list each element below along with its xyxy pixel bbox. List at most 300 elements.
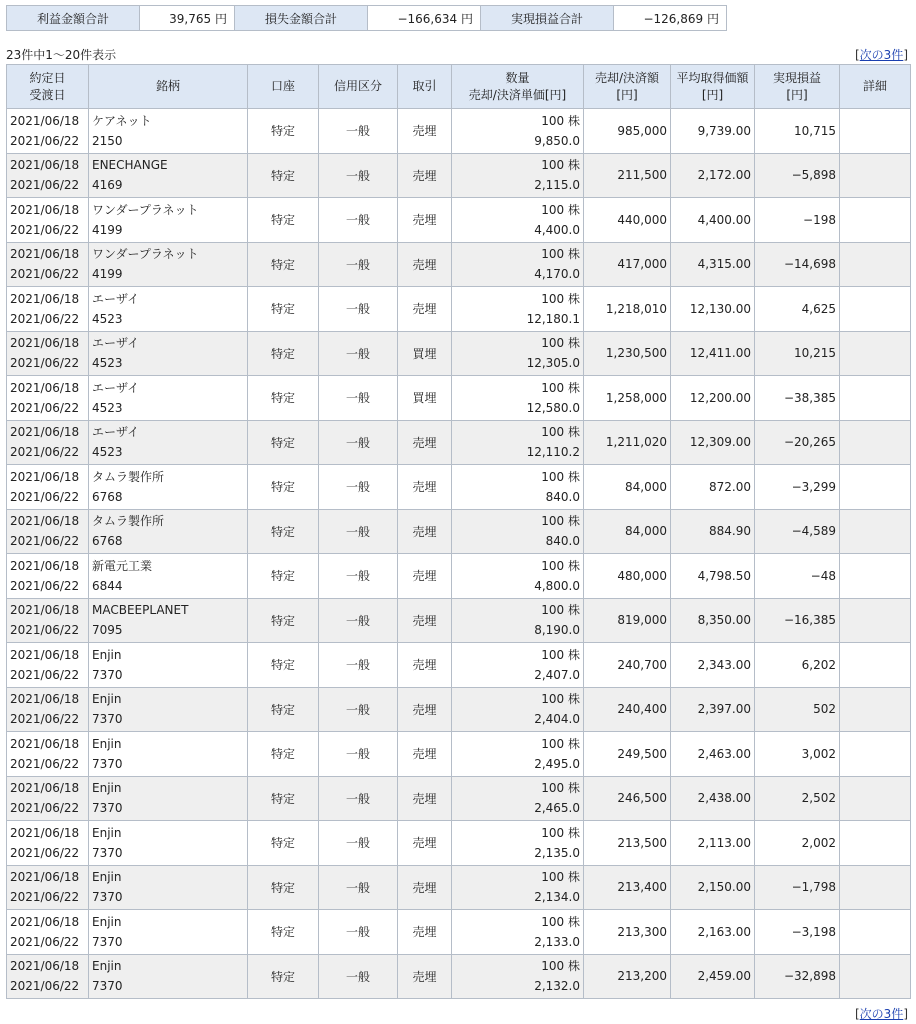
settlement-amount: 213,500 bbox=[584, 821, 671, 866]
contract-date: 2021/06/18 bbox=[10, 959, 80, 974]
header-realized-pnl: 実現損益 [円] bbox=[755, 65, 840, 109]
trade-dates bbox=[7, 198, 89, 243]
next-page-link[interactable]: 次の3件 bbox=[859, 1007, 904, 1021]
trade-dates bbox=[7, 331, 89, 376]
realized-pnl: 4,625 bbox=[755, 287, 840, 332]
account-type: 特定 bbox=[248, 287, 319, 332]
issue-name: MACBEEPLANET bbox=[92, 603, 189, 618]
trade-type: 売埋 bbox=[398, 821, 452, 866]
table-row bbox=[7, 776, 911, 821]
realized-pnl: 10,715 bbox=[755, 109, 840, 154]
detail-cell bbox=[840, 109, 911, 154]
quantity-cell bbox=[452, 331, 584, 376]
table-header-row bbox=[7, 65, 911, 109]
quantity-cell bbox=[452, 242, 584, 287]
issue-code: 4523 bbox=[92, 356, 123, 371]
quantity: 100 株 bbox=[541, 870, 580, 885]
quantity-cell bbox=[452, 153, 584, 198]
trade-dates bbox=[7, 287, 89, 332]
quantity: 100 株 bbox=[541, 113, 580, 128]
settlement-price: 2,134.0 bbox=[534, 890, 580, 905]
settlement-amount: 240,400 bbox=[584, 687, 671, 732]
delivery-date: 2021/06/22 bbox=[10, 979, 80, 994]
realized-pnl: −3,299 bbox=[755, 465, 840, 510]
table-row bbox=[7, 954, 911, 999]
realized-pnl: 3,002 bbox=[755, 732, 840, 777]
delivery-date: 2021/06/22 bbox=[10, 400, 80, 415]
issue-cell bbox=[89, 109, 248, 154]
detail-cell bbox=[840, 687, 911, 732]
detail-cell bbox=[840, 465, 911, 510]
issue-cell bbox=[89, 732, 248, 777]
trade-dates bbox=[7, 598, 89, 643]
issue-code: 7370 bbox=[92, 890, 123, 905]
trade-dates bbox=[7, 687, 89, 732]
quantity-cell bbox=[452, 287, 584, 332]
trade-type: 売埋 bbox=[398, 554, 452, 599]
trade-type: 売埋 bbox=[398, 465, 452, 510]
account-type: 特定 bbox=[248, 420, 319, 465]
detail-cell bbox=[840, 865, 911, 910]
trade-table-body bbox=[7, 109, 911, 999]
average-cost: 4,798.50 bbox=[671, 554, 755, 599]
contract-date: 2021/06/18 bbox=[10, 870, 80, 885]
contract-date: 2021/06/18 bbox=[10, 380, 80, 395]
detail-cell bbox=[840, 910, 911, 955]
loss-total-value: −166,634 円 bbox=[368, 6, 481, 31]
detail-cell bbox=[840, 554, 911, 599]
margin-type: 一般 bbox=[319, 776, 398, 821]
header-issue: 銘柄 bbox=[89, 65, 248, 109]
quantity-cell bbox=[452, 198, 584, 243]
issue-cell bbox=[89, 420, 248, 465]
issue-name: タムラ製作所 bbox=[92, 469, 165, 484]
realized-pnl: 2,002 bbox=[755, 821, 840, 866]
trade-dates bbox=[7, 954, 89, 999]
issue-cell bbox=[89, 198, 248, 243]
average-cost: 2,463.00 bbox=[671, 732, 755, 777]
trade-dates bbox=[7, 910, 89, 955]
account-type: 特定 bbox=[248, 776, 319, 821]
issue-name: Enjin bbox=[92, 825, 122, 840]
table-row bbox=[7, 732, 911, 777]
account-type: 特定 bbox=[248, 242, 319, 287]
realized-total-value: −126,869 円 bbox=[614, 6, 727, 31]
issue-name: Enjin bbox=[92, 647, 122, 662]
settlement-amount: 246,500 bbox=[584, 776, 671, 821]
trade-dates bbox=[7, 109, 89, 154]
average-cost: 2,113.00 bbox=[671, 821, 755, 866]
delivery-date: 2021/06/22 bbox=[10, 934, 80, 949]
issue-name: タムラ製作所 bbox=[92, 514, 165, 529]
table-row bbox=[7, 687, 911, 732]
settlement-amount: 213,200 bbox=[584, 954, 671, 999]
account-type: 特定 bbox=[248, 109, 319, 154]
issue-code: 6844 bbox=[92, 578, 123, 593]
average-cost: 2,459.00 bbox=[671, 954, 755, 999]
settlement-price: 2,407.0 bbox=[534, 667, 580, 682]
detail-cell bbox=[840, 776, 911, 821]
margin-type: 一般 bbox=[319, 821, 398, 866]
header-quantity: 数量 売却/決済単価[円] bbox=[452, 65, 584, 109]
issue-cell bbox=[89, 153, 248, 198]
issue-name: エーザイ bbox=[92, 291, 140, 306]
issue-name: エーザイ bbox=[92, 425, 140, 440]
margin-type: 一般 bbox=[319, 109, 398, 154]
realized-pnl: −20,265 bbox=[755, 420, 840, 465]
average-cost: 12,411.00 bbox=[671, 331, 755, 376]
average-cost: 2,438.00 bbox=[671, 776, 755, 821]
realized-pnl: −38,385 bbox=[755, 376, 840, 421]
settlement-amount: 819,000 bbox=[584, 598, 671, 643]
margin-type: 一般 bbox=[319, 153, 398, 198]
settlement-amount: 211,500 bbox=[584, 153, 671, 198]
table-row bbox=[7, 420, 911, 465]
delivery-date: 2021/06/22 bbox=[10, 356, 80, 371]
settlement-amount: 84,000 bbox=[584, 465, 671, 510]
trade-type: 売埋 bbox=[398, 420, 452, 465]
trade-dates bbox=[7, 821, 89, 866]
issue-code: 2150 bbox=[92, 133, 123, 148]
account-type: 特定 bbox=[248, 598, 319, 643]
trade-type: 買埋 bbox=[398, 376, 452, 421]
issue-code: 4199 bbox=[92, 267, 123, 282]
quantity: 100 株 bbox=[541, 736, 580, 751]
header-trade: 取引 bbox=[398, 65, 452, 109]
issue-code: 4523 bbox=[92, 400, 123, 415]
quantity-cell bbox=[452, 954, 584, 999]
issue-code: 7095 bbox=[92, 623, 123, 638]
trade-type: 売埋 bbox=[398, 643, 452, 688]
realized-pnl: 2,502 bbox=[755, 776, 840, 821]
issue-cell bbox=[89, 331, 248, 376]
margin-type: 一般 bbox=[319, 643, 398, 688]
issue-code: 4199 bbox=[92, 222, 123, 237]
issue-cell bbox=[89, 465, 248, 510]
header-margin-type: 信用区分 bbox=[319, 65, 398, 109]
quantity-cell bbox=[452, 732, 584, 777]
quantity-cell bbox=[452, 598, 584, 643]
settlement-price: 2,115.0 bbox=[534, 178, 580, 193]
issue-name: Enjin bbox=[92, 959, 122, 974]
issue-name: ENECHANGE bbox=[92, 158, 168, 173]
settlement-amount: 417,000 bbox=[584, 242, 671, 287]
average-cost: 12,200.00 bbox=[671, 376, 755, 421]
next-page-link-top: [次の3件] bbox=[854, 48, 908, 62]
settlement-price: 2,404.0 bbox=[534, 712, 580, 727]
issue-code: 7370 bbox=[92, 756, 123, 771]
issue-code: 7370 bbox=[92, 979, 123, 994]
margin-type: 一般 bbox=[319, 687, 398, 732]
account-type: 特定 bbox=[248, 954, 319, 999]
margin-type: 一般 bbox=[319, 509, 398, 554]
realized-pnl: −32,898 bbox=[755, 954, 840, 999]
account-type: 特定 bbox=[248, 198, 319, 243]
table-row bbox=[7, 910, 911, 955]
trade-type: 売埋 bbox=[398, 287, 452, 332]
realized-pnl: −1,798 bbox=[755, 865, 840, 910]
delivery-date: 2021/06/22 bbox=[10, 756, 80, 771]
detail-cell bbox=[840, 331, 911, 376]
contract-date: 2021/06/18 bbox=[10, 425, 80, 440]
average-cost: 2,163.00 bbox=[671, 910, 755, 955]
account-type: 特定 bbox=[248, 643, 319, 688]
contract-date: 2021/06/18 bbox=[10, 336, 80, 351]
header-amount: 売却/決済額 [円] bbox=[584, 65, 671, 109]
contract-date: 2021/06/18 bbox=[10, 202, 80, 217]
settlement-amount: 240,700 bbox=[584, 643, 671, 688]
settlement-amount: 84,000 bbox=[584, 509, 671, 554]
average-cost: 12,130.00 bbox=[671, 287, 755, 332]
contract-date: 2021/06/18 bbox=[10, 113, 80, 128]
realized-pnl: −5,898 bbox=[755, 153, 840, 198]
delivery-date: 2021/06/22 bbox=[10, 178, 80, 193]
trade-dates bbox=[7, 732, 89, 777]
table-row bbox=[7, 821, 911, 866]
table-row bbox=[7, 331, 911, 376]
account-type: 特定 bbox=[248, 465, 319, 510]
table-row bbox=[7, 109, 911, 154]
issue-cell bbox=[89, 287, 248, 332]
issue-cell bbox=[89, 242, 248, 287]
settlement-price: 4,400.0 bbox=[534, 222, 580, 237]
quantity: 100 株 bbox=[541, 158, 580, 173]
realized-pnl: −16,385 bbox=[755, 598, 840, 643]
trade-type: 売埋 bbox=[398, 198, 452, 243]
issue-cell bbox=[89, 687, 248, 732]
header-average-cost: 平均取得価額 [円] bbox=[671, 65, 755, 109]
issue-name: Enjin bbox=[92, 781, 122, 796]
issue-name: ワンダープラネット bbox=[92, 247, 199, 262]
delivery-date: 2021/06/22 bbox=[10, 712, 80, 727]
average-cost: 872.00 bbox=[671, 465, 755, 510]
trade-dates bbox=[7, 554, 89, 599]
profit-total-label: 利益金額合計 bbox=[7, 6, 140, 31]
issue-cell bbox=[89, 776, 248, 821]
table-row bbox=[7, 153, 911, 198]
trade-type: 売埋 bbox=[398, 242, 452, 287]
trade-type: 売埋 bbox=[398, 687, 452, 732]
settlement-price: 2,135.0 bbox=[534, 845, 580, 860]
settlement-amount: 1,218,010 bbox=[584, 287, 671, 332]
next-page-link-bottom: [次の3件] bbox=[854, 1007, 908, 1021]
delivery-date: 2021/06/22 bbox=[10, 222, 80, 237]
header-account: 口座 bbox=[248, 65, 319, 109]
issue-cell bbox=[89, 376, 248, 421]
detail-cell bbox=[840, 198, 911, 243]
quantity-cell bbox=[452, 554, 584, 599]
settlement-price: 4,170.0 bbox=[534, 267, 580, 282]
table-row bbox=[7, 554, 911, 599]
trade-type: 買埋 bbox=[398, 331, 452, 376]
settlement-amount: 985,000 bbox=[584, 109, 671, 154]
trade-type: 売埋 bbox=[398, 509, 452, 554]
table-row bbox=[7, 376, 911, 421]
quantity: 100 株 bbox=[541, 692, 580, 707]
delivery-date: 2021/06/22 bbox=[10, 801, 80, 816]
account-type: 特定 bbox=[248, 732, 319, 777]
detail-cell bbox=[840, 643, 911, 688]
detail-cell bbox=[840, 242, 911, 287]
settlement-price: 2,132.0 bbox=[534, 979, 580, 994]
table-row bbox=[7, 509, 911, 554]
issue-code: 6768 bbox=[92, 489, 123, 504]
contract-date: 2021/06/18 bbox=[10, 514, 80, 529]
settlement-price: 2,133.0 bbox=[534, 934, 580, 949]
quantity-cell bbox=[452, 865, 584, 910]
issue-name: ワンダープラネット bbox=[92, 202, 199, 217]
issue-code: 7370 bbox=[92, 845, 123, 860]
margin-type: 一般 bbox=[319, 287, 398, 332]
quantity-cell bbox=[452, 465, 584, 510]
quantity: 100 株 bbox=[541, 558, 580, 573]
settlement-price: 2,465.0 bbox=[534, 801, 580, 816]
issue-cell bbox=[89, 865, 248, 910]
average-cost: 2,150.00 bbox=[671, 865, 755, 910]
settlement-price: 12,305.0 bbox=[526, 356, 580, 371]
settlement-price: 840.0 bbox=[545, 489, 580, 504]
delivery-date: 2021/06/22 bbox=[10, 489, 80, 504]
detail-cell bbox=[840, 287, 911, 332]
realized-pnl: 6,202 bbox=[755, 643, 840, 688]
delivery-date: 2021/06/22 bbox=[10, 845, 80, 860]
issue-code: 7370 bbox=[92, 934, 123, 949]
trade-type: 売埋 bbox=[398, 954, 452, 999]
margin-type: 一般 bbox=[319, 242, 398, 287]
trade-dates bbox=[7, 865, 89, 910]
delivery-date: 2021/06/22 bbox=[10, 311, 80, 326]
margin-type: 一般 bbox=[319, 954, 398, 999]
account-type: 特定 bbox=[248, 821, 319, 866]
settlement-amount: 213,300 bbox=[584, 910, 671, 955]
account-type: 特定 bbox=[248, 153, 319, 198]
trade-type: 売埋 bbox=[398, 732, 452, 777]
quantity: 100 株 bbox=[541, 603, 580, 618]
quantity-cell bbox=[452, 643, 584, 688]
result-count: 23件中1～20件表示 bbox=[6, 48, 117, 62]
next-page-link[interactable]: 次の3件 bbox=[859, 48, 904, 62]
issue-name: Enjin bbox=[92, 914, 122, 929]
detail-cell bbox=[840, 954, 911, 999]
average-cost: 2,172.00 bbox=[671, 153, 755, 198]
table-row bbox=[7, 287, 911, 332]
average-cost: 4,315.00 bbox=[671, 242, 755, 287]
margin-type: 一般 bbox=[319, 732, 398, 777]
table-row bbox=[7, 242, 911, 287]
quantity: 100 株 bbox=[541, 514, 580, 529]
profit-total-value: 39,765 円 bbox=[140, 6, 235, 31]
trade-type: 売埋 bbox=[398, 776, 452, 821]
margin-type: 一般 bbox=[319, 554, 398, 599]
quantity: 100 株 bbox=[541, 380, 580, 395]
settlement-price: 12,580.0 bbox=[526, 400, 580, 415]
issue-code: 7370 bbox=[92, 801, 123, 816]
trade-dates bbox=[7, 509, 89, 554]
trade-dates bbox=[7, 776, 89, 821]
contract-date: 2021/06/18 bbox=[10, 914, 80, 929]
contract-date: 2021/06/18 bbox=[10, 603, 80, 618]
settlement-price: 8,190.0 bbox=[534, 623, 580, 638]
delivery-date: 2021/06/22 bbox=[10, 534, 80, 549]
settlement-amount: 1,258,000 bbox=[584, 376, 671, 421]
quantity: 100 株 bbox=[541, 825, 580, 840]
settlement-price: 12,180.1 bbox=[526, 311, 580, 326]
contract-date: 2021/06/18 bbox=[10, 291, 80, 306]
quantity: 100 株 bbox=[541, 914, 580, 929]
issue-name: ケアネット bbox=[92, 113, 152, 128]
margin-type: 一般 bbox=[319, 865, 398, 910]
issue-code: 4169 bbox=[92, 178, 123, 193]
trade-dates bbox=[7, 242, 89, 287]
account-type: 特定 bbox=[248, 687, 319, 732]
realized-pnl: 10,215 bbox=[755, 331, 840, 376]
detail-cell bbox=[840, 821, 911, 866]
margin-type: 一般 bbox=[319, 465, 398, 510]
issue-name: Enjin bbox=[92, 692, 122, 707]
contract-date: 2021/06/18 bbox=[10, 469, 80, 484]
average-cost: 12,309.00 bbox=[671, 420, 755, 465]
account-type: 特定 bbox=[248, 509, 319, 554]
table-row bbox=[7, 598, 911, 643]
header-detail: 詳細 bbox=[840, 65, 911, 109]
table-row bbox=[7, 643, 911, 688]
table-row bbox=[7, 465, 911, 510]
realized-pnl: −14,698 bbox=[755, 242, 840, 287]
issue-name: Enjin bbox=[92, 736, 122, 751]
trade-dates bbox=[7, 643, 89, 688]
detail-cell bbox=[840, 153, 911, 198]
quantity: 100 株 bbox=[541, 425, 580, 440]
issue-name: エーザイ bbox=[92, 336, 140, 351]
margin-type: 一般 bbox=[319, 420, 398, 465]
margin-type: 一般 bbox=[319, 598, 398, 643]
account-type: 特定 bbox=[248, 910, 319, 955]
contract-date: 2021/06/18 bbox=[10, 558, 80, 573]
issue-name: エーザイ bbox=[92, 380, 140, 395]
issue-cell bbox=[89, 554, 248, 599]
detail-cell bbox=[840, 509, 911, 554]
trade-type: 売埋 bbox=[398, 598, 452, 643]
settlement-price: 840.0 bbox=[545, 534, 580, 549]
settlement-amount: 249,500 bbox=[584, 732, 671, 777]
average-cost: 8,350.00 bbox=[671, 598, 755, 643]
trade-type: 売埋 bbox=[398, 865, 452, 910]
average-cost: 884.90 bbox=[671, 509, 755, 554]
settlement-price: 9,850.0 bbox=[534, 133, 580, 148]
delivery-date: 2021/06/22 bbox=[10, 578, 80, 593]
realized-pnl: −198 bbox=[755, 198, 840, 243]
contract-date: 2021/06/18 bbox=[10, 736, 80, 751]
margin-type: 一般 bbox=[319, 376, 398, 421]
issue-code: 4523 bbox=[92, 311, 123, 326]
quantity: 100 株 bbox=[541, 336, 580, 351]
issue-code: 7370 bbox=[92, 712, 123, 727]
issue-name: 新電元工業 bbox=[92, 558, 153, 573]
trade-dates bbox=[7, 376, 89, 421]
quantity: 100 株 bbox=[541, 247, 580, 262]
trade-dates bbox=[7, 420, 89, 465]
contract-date: 2021/06/18 bbox=[10, 781, 80, 796]
margin-type: 一般 bbox=[319, 331, 398, 376]
settlement-price: 4,800.0 bbox=[534, 578, 580, 593]
quantity: 100 株 bbox=[541, 781, 580, 796]
loss-total-label: 損失金額合計 bbox=[235, 6, 368, 31]
quantity: 100 株 bbox=[541, 202, 580, 217]
realized-pnl: −3,198 bbox=[755, 910, 840, 955]
average-cost: 2,343.00 bbox=[671, 643, 755, 688]
quantity-cell bbox=[452, 376, 584, 421]
table-row bbox=[7, 865, 911, 910]
